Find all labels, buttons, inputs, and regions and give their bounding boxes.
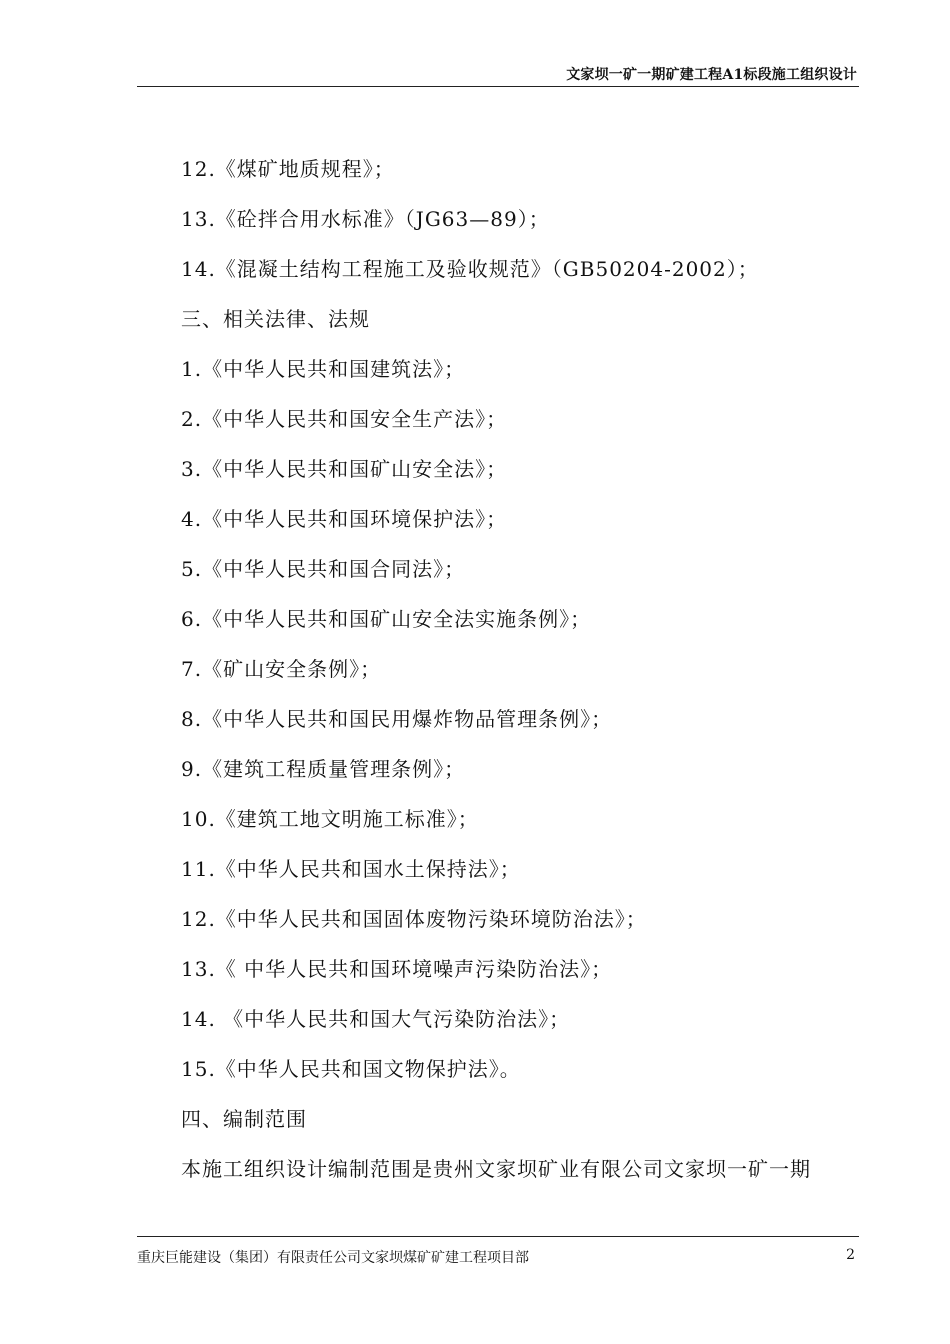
body-line: 14.《混凝土结构工程施工及验收规范》（GB50204-2002）； [181,257,759,281]
body-line: 13.《 中华人民共和国环境噪声污染防治法》； [181,957,613,981]
body-line: 10.《建筑工地文明施工标准》； [181,807,479,831]
page-footer [137,1236,859,1267]
body-line: 4.《中华人民共和国环境保护法》； [181,507,508,531]
section-heading: 三、相关法律、法规 [181,307,370,331]
body-line: 7.《矿山安全条例》； [181,657,382,681]
header-title: 文家坝一矿一期矿建工程A1标段施工组织设计 [566,67,857,83]
body-line: 2.《中华人民共和国安全生产法》； [181,407,508,431]
body-line: 12.《煤矿地质规程》； [181,157,395,181]
body-line: 12.《中华人民共和国固体废物污染环境防治法》； [181,907,647,931]
body-line: 8.《中华人民共和国民用爆炸物品管理条例》； [181,707,613,731]
page-number: 2 [846,1247,855,1263]
body-line: 3.《中华人民共和国矿山安全法》； [181,457,508,481]
document-body [181,150,871,1200]
body-line: 5.《中华人民共和国合同法》； [181,557,466,581]
body-line: 9.《建筑工程质量管理条例》； [181,757,466,781]
body-line: 13.《砼拌合用水标准》（JG63—89）； [181,207,550,231]
body-line: 6.《中华人民共和国矿山安全法实施条例》； [181,607,592,631]
body-line: 11.《中华人民共和国水土保持法》； [181,857,521,881]
paragraph-line: 本施工组织设计编制范围是贵州文家坝矿业有限公司文家坝一矿一期 [181,1157,811,1181]
footer-company: 重庆巨能建设（集团）有限责任公司文家坝煤矿矿建工程项目部 [137,1250,529,1266]
page-header [137,62,859,87]
body-line: 14. 《中华人民共和国大气污染防治法》； [181,1007,571,1031]
body-line: 1.《中华人民共和国建筑法》； [181,357,466,381]
section-heading: 四、编制范围 [181,1107,307,1131]
body-line: 15.《中华人民共和国文物保护法》。 [181,1057,521,1081]
